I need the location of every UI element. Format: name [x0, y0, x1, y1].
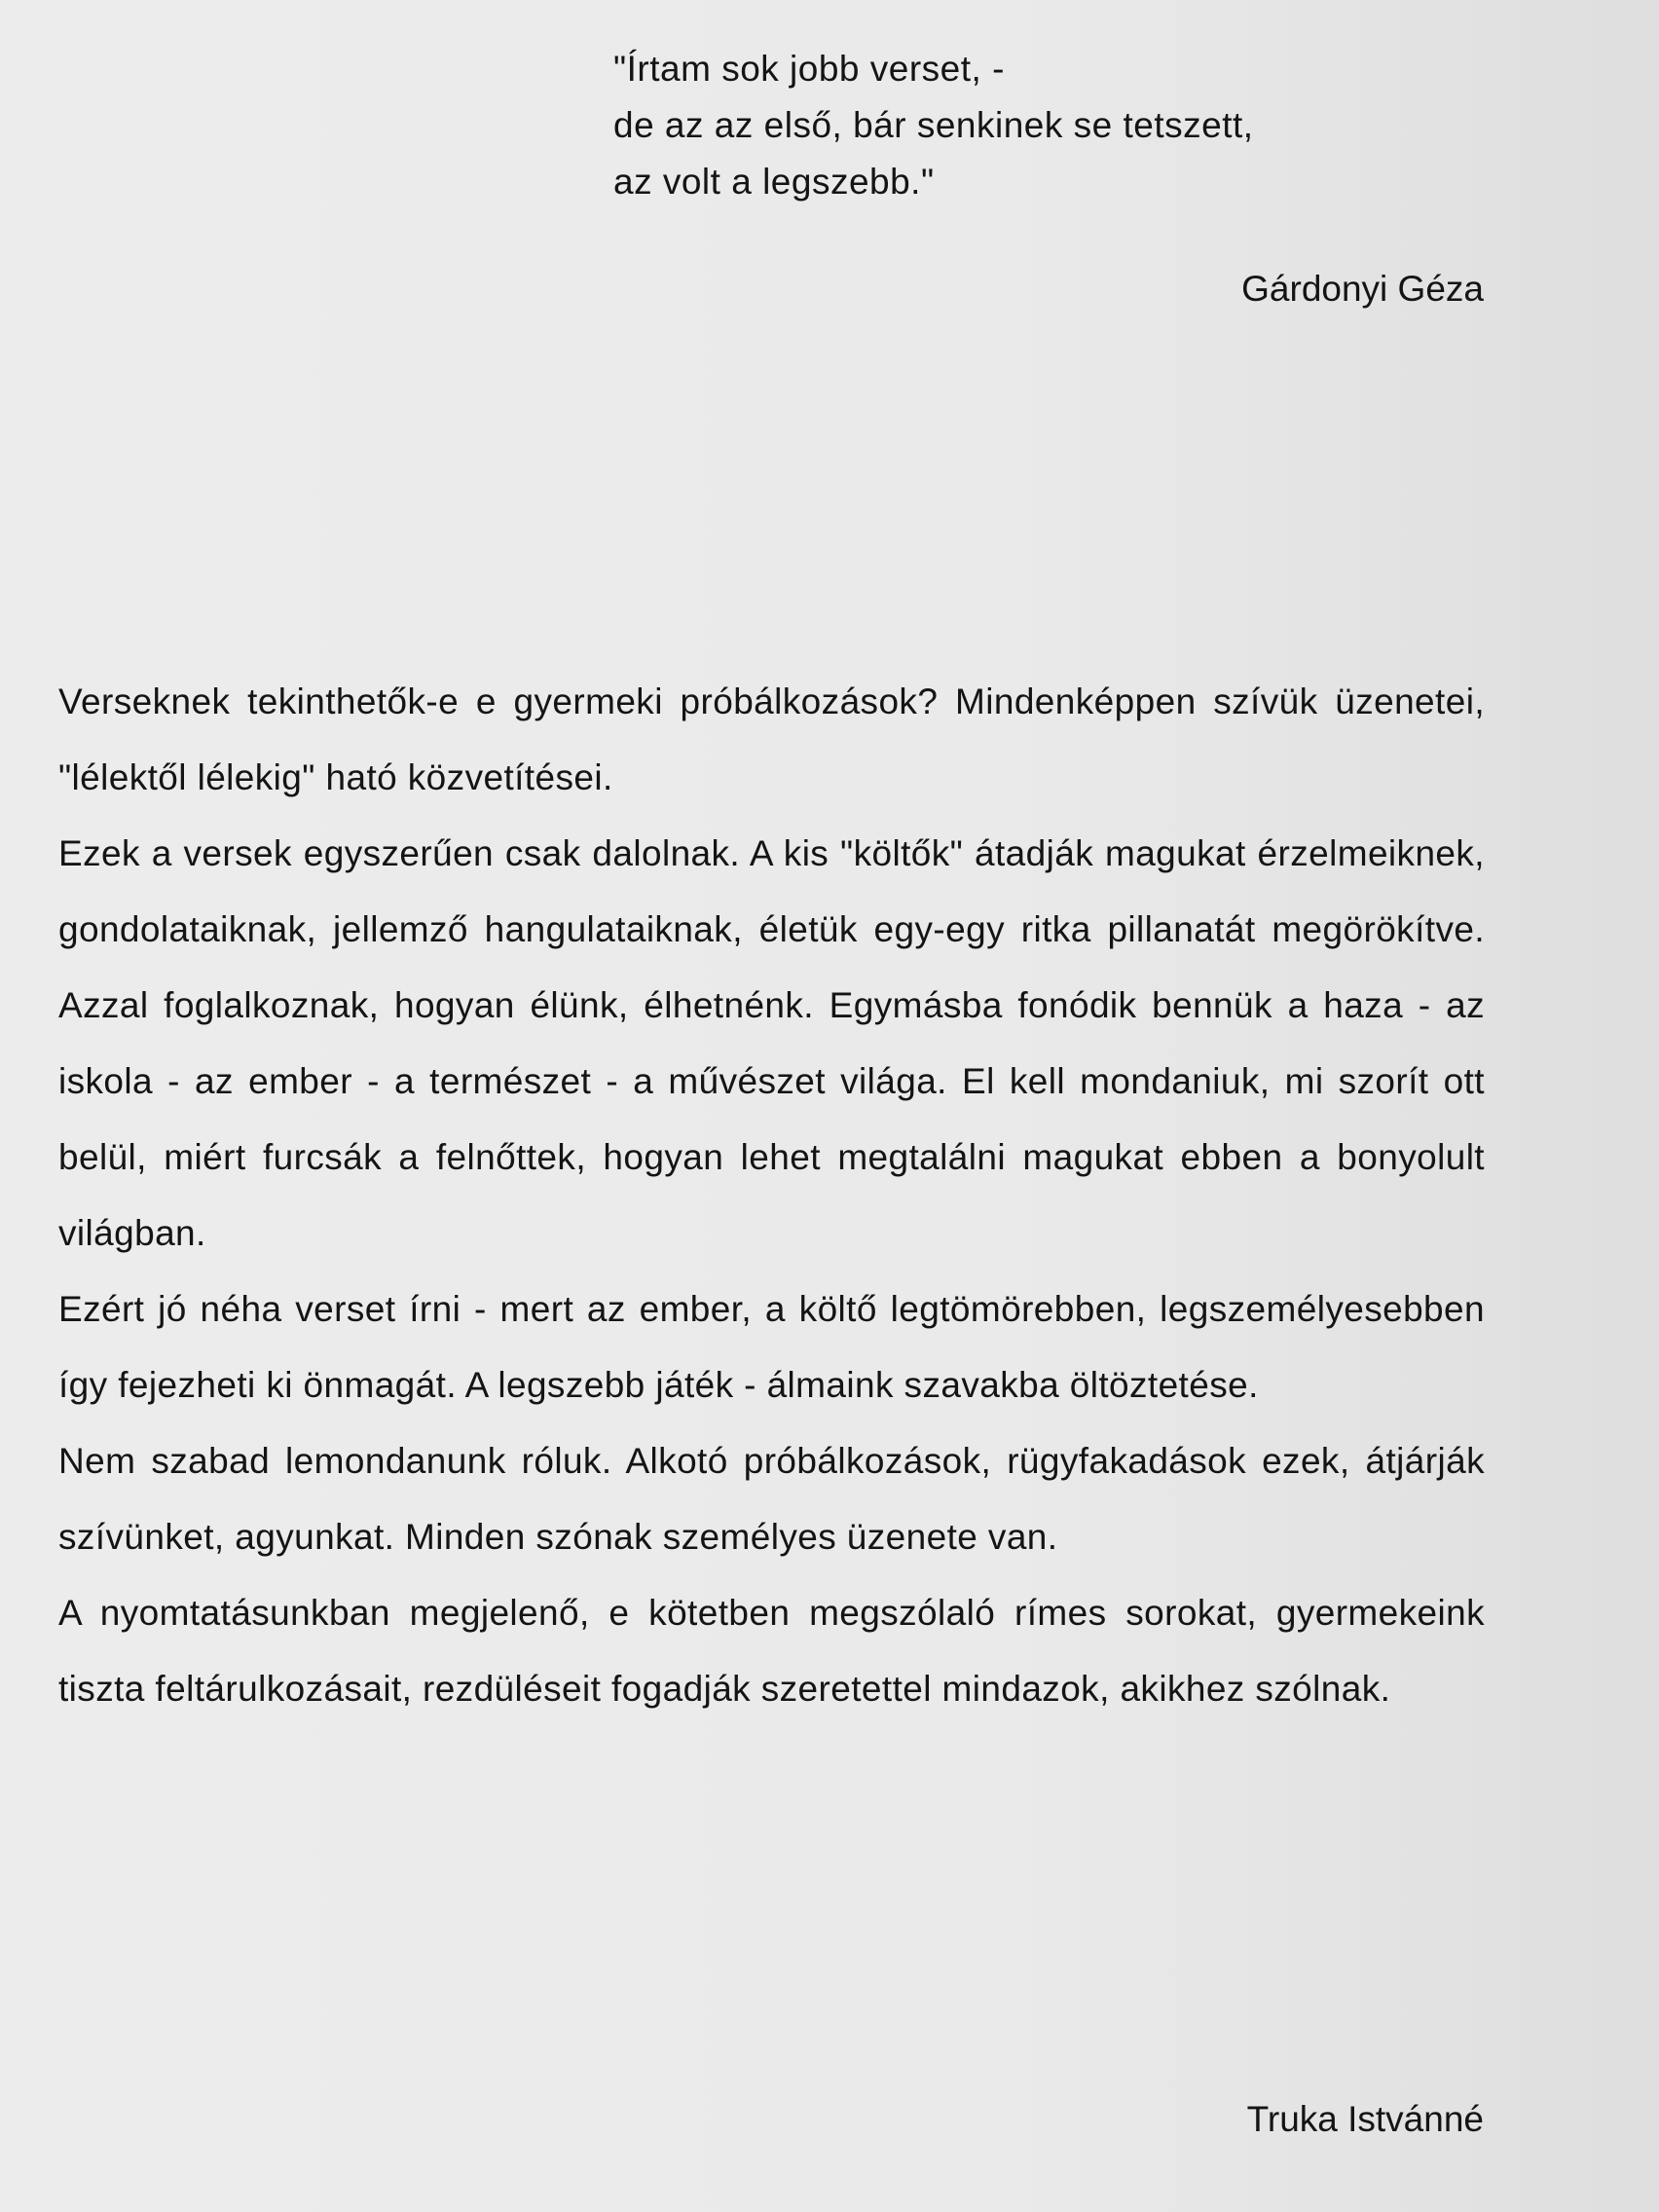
epigraph-line: az volt a legszebb."	[613, 162, 935, 202]
epigraph-line: "Írtam sok jobb verset, -	[613, 49, 1005, 89]
epigraph-quote	[613, 41, 1254, 210]
epigraph-line: de az az első, bár senkinek se tetszett,	[613, 105, 1254, 145]
paragraph: Ezek a versek egyszerűen csak dalolnak. A kis "költők" átadják magukat érzelmeiknek, gondolataiknak, jellemző hangulataiknak, életük egy-egy ritka pillanatát megörökítve. Azzal foglalkoznak, hogyan élünk, élhetnénk. Egymásba fonódik bennük a haza - az iskola - az ember - a természet - a művészet világa. El kell mondaniuk, mi szorít ott belül, miért furcsák a felnőttek, hogyan lehet megtalálni magukat ebben a bonyolult világban.	[58, 833, 1485, 1253]
paragraph: Ezért jó néha verset írni - mert az ember, a költő legtömörebben, legszemélyesebben így fejezheti ki önmagát. A legszebb játék - álmaink szavakba öltöztetése.	[58, 1289, 1485, 1405]
signature: Truka Istvánné	[1246, 2099, 1484, 2139]
epigraph-author: Gárdonyi Géza	[1241, 269, 1484, 309]
foreword-body	[58, 664, 1485, 1727]
paragraph: Verseknek tekinthetők-e e gyermeki próbálkozások? Mindenképpen szívük üzenetei, "lélektől lélekig" ható közvetítései.	[58, 682, 1485, 797]
paragraph: Nem szabad lemondanunk róluk. Alkotó próbálkozások, rügyfakadások ezek, átjárják szívünket, agyunkat. Minden szónak személyes üzenete van.	[58, 1441, 1485, 1557]
paragraph: A nyomtatásunkban megjelenő, e kötetben megszólaló rímes sorokat, gyermekeink tiszta feltárulkozásait, rezdüléseit fogadják szeretettel mindazok, akikhez szólnak.	[58, 1593, 1485, 1709]
